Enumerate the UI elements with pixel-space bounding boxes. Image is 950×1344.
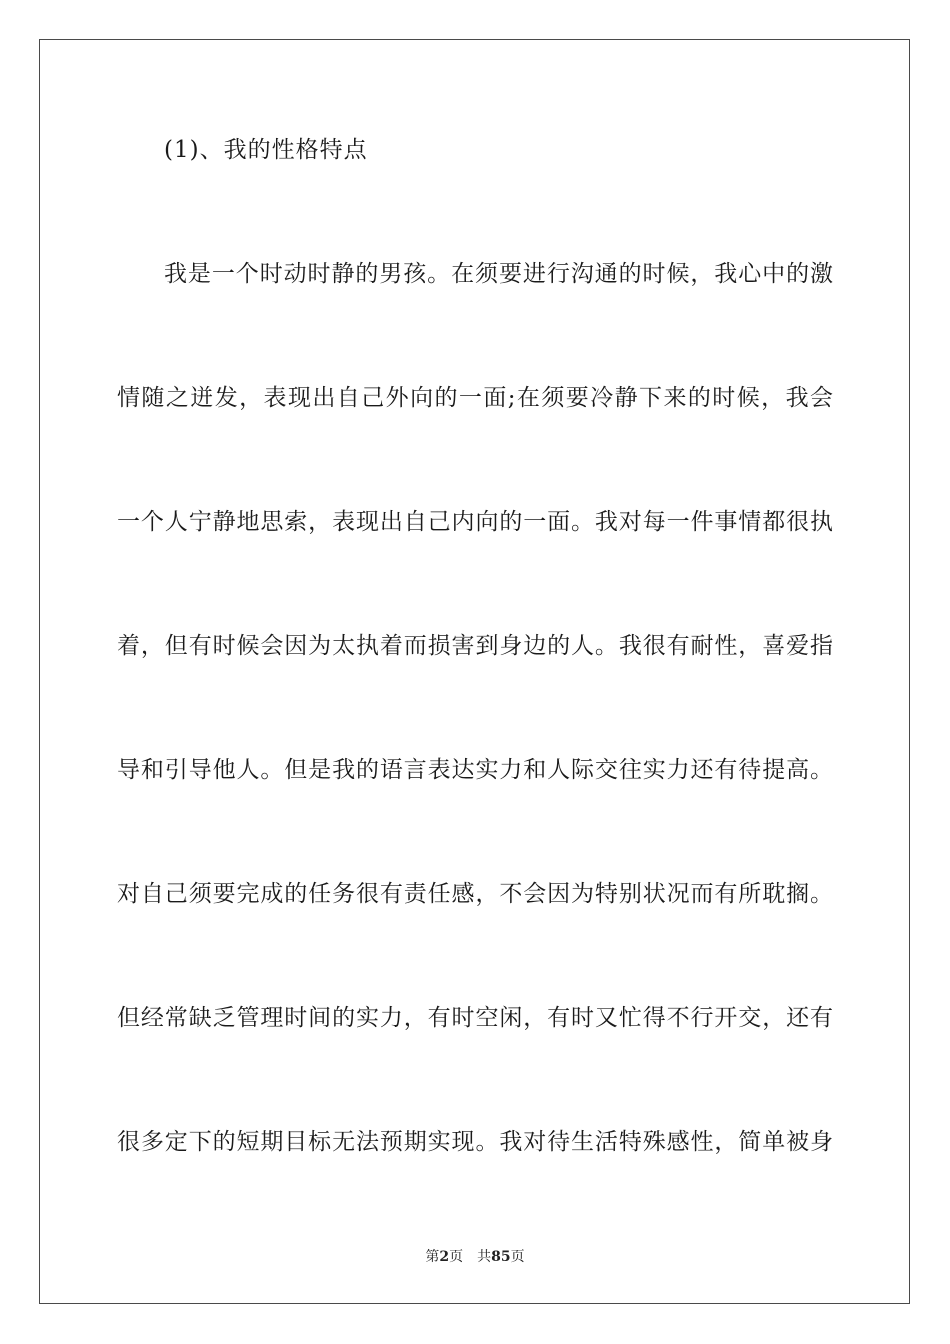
paragraph-line-6: 对自己须要完成的任务很有责任感，不会因为特别状况而有所耽搁。 xyxy=(117,881,833,907)
paragraph-line-1: 我是一个时动时静的男孩。在须要进行沟通的时候，我心中的激 xyxy=(164,261,833,287)
paragraph-line-3: 一个人宁静地思索，表现出自己内向的一面。我对每一件事情都很执 xyxy=(117,509,833,535)
paragraph-line-4: 着，但有时候会因为太执着而损害到身边的人。我很有耐性，喜爱指 xyxy=(117,633,833,659)
paragraph-line-2: 情随之迸发，表现出自己外向的一面;在须要冷静下来的时候，我会 xyxy=(117,385,833,411)
total-suffix: 页 xyxy=(510,1249,525,1265)
page-footer xyxy=(0,1247,950,1267)
page-number: 2 xyxy=(439,1249,450,1265)
total-prefix: 共 xyxy=(477,1249,492,1265)
total-pages: 85 xyxy=(491,1249,511,1265)
paragraph-line-8: 很多定下的短期目标无法预期实现。我对待生活特殊感性，简单被身 xyxy=(117,1129,833,1155)
paragraph-line-7: 但经常缺乏管理时间的实力，有时空闲，有时又忙得不行开交，还有 xyxy=(117,1005,833,1031)
page-border xyxy=(39,39,910,1304)
page-prefix: 第 xyxy=(425,1249,440,1265)
section-heading: (1)、我的性格特点 xyxy=(164,137,368,163)
page-suffix: 页 xyxy=(449,1249,464,1265)
paragraph-line-5: 导和引导他人。但是我的语言表达实力和人际交往实力还有待提高。 xyxy=(117,757,833,783)
